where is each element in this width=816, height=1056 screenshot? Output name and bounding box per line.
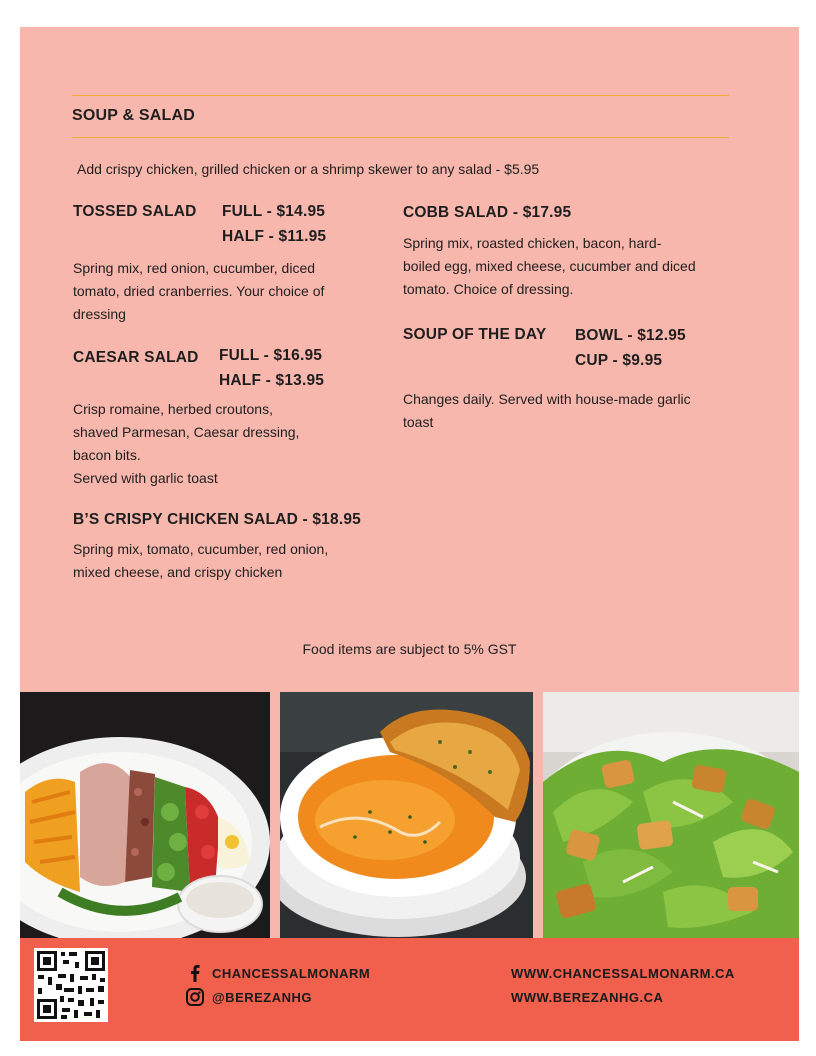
cobb-salad-photo bbox=[20, 692, 270, 938]
soup-description bbox=[403, 388, 763, 434]
description-line: boiled egg, mixed cheese, cucumber and diced bbox=[403, 258, 696, 274]
description-line: Crisp romaine, herbed croutons, bbox=[73, 401, 273, 417]
website-link-2[interactable]: WWW.BEREZANHG.CA bbox=[511, 990, 664, 1005]
soup-of-the-day-name: SOUP OF THE DAY bbox=[403, 326, 547, 343]
gst-note: Food items are subject to 5% GST bbox=[302, 641, 517, 657]
soup-price-bowl: BOWL - $12.95 bbox=[575, 327, 686, 344]
instagram-handle[interactable]: @BEREZANHG bbox=[212, 990, 313, 1005]
instagram-icon[interactable] bbox=[186, 988, 204, 1006]
description-line: Spring mix, roasted chicken, bacon, hard- bbox=[403, 235, 662, 251]
top-divider bbox=[72, 95, 729, 96]
description-line: tomato. Choice of dressing. bbox=[403, 281, 574, 297]
description-line: tomato, dried cranberries. Your choice of bbox=[73, 283, 325, 299]
description-line: mixed cheese, and crispy chicken bbox=[73, 564, 283, 580]
caesar-salad-name: CAESAR SALAD bbox=[73, 349, 199, 366]
description-line: toast bbox=[403, 414, 434, 430]
tossed-salad-price-full: FULL - $14.95 bbox=[222, 203, 326, 220]
menu-page bbox=[20, 27, 799, 1041]
description-line: Spring mix, tomato, cucumber, red onion, bbox=[73, 541, 329, 557]
cobb-salad-name: COBB SALAD - $17.95 bbox=[403, 204, 572, 221]
description-line: shaved Parmesan, Caesar dressing, bbox=[73, 424, 300, 440]
caesar-salad-description bbox=[73, 398, 373, 490]
caesar-salad-price-half: HALF - $13.95 bbox=[219, 372, 325, 389]
qr-code[interactable] bbox=[34, 948, 108, 1022]
section-title: SOUP & SALAD bbox=[72, 107, 196, 124]
description-line: bacon bits. bbox=[73, 447, 141, 463]
website-link-1[interactable]: WWW.CHANCESSALMONARM.CA bbox=[511, 966, 735, 981]
cobb-salad-description bbox=[403, 232, 763, 301]
facebook-icon[interactable] bbox=[189, 964, 201, 982]
facebook-handle[interactable]: CHANCESSALMONARM bbox=[212, 966, 371, 981]
soup-price-cup: CUP - $9.95 bbox=[575, 352, 663, 369]
caesar-salad-photo bbox=[543, 692, 799, 938]
tossed-salad-description bbox=[73, 257, 373, 326]
description-line: Spring mix, red onion, cucumber, diced bbox=[73, 260, 316, 276]
footer bbox=[20, 938, 799, 1041]
addon-note: Add crispy chicken, grilled chicken or a shrimp skewer to any salad - $5.95 bbox=[77, 161, 540, 177]
description-line: Served with garlic toast bbox=[73, 470, 218, 486]
caesar-salad-price-full: FULL - $16.95 bbox=[219, 347, 323, 364]
crispy-chicken-salad-description bbox=[73, 538, 393, 584]
title-divider bbox=[72, 137, 729, 138]
tossed-salad-price-half: HALF - $11.95 bbox=[222, 228, 327, 245]
soup-with-garlic-toast-photo bbox=[280, 692, 533, 938]
description-line: Changes daily. Served with house-made garlic bbox=[403, 391, 691, 407]
description-line: dressing bbox=[73, 306, 126, 322]
crispy-chicken-salad-name: B’S CRISPY CHICKEN SALAD - $18.95 bbox=[73, 511, 361, 528]
tossed-salad-name: TOSSED SALAD bbox=[73, 203, 197, 220]
